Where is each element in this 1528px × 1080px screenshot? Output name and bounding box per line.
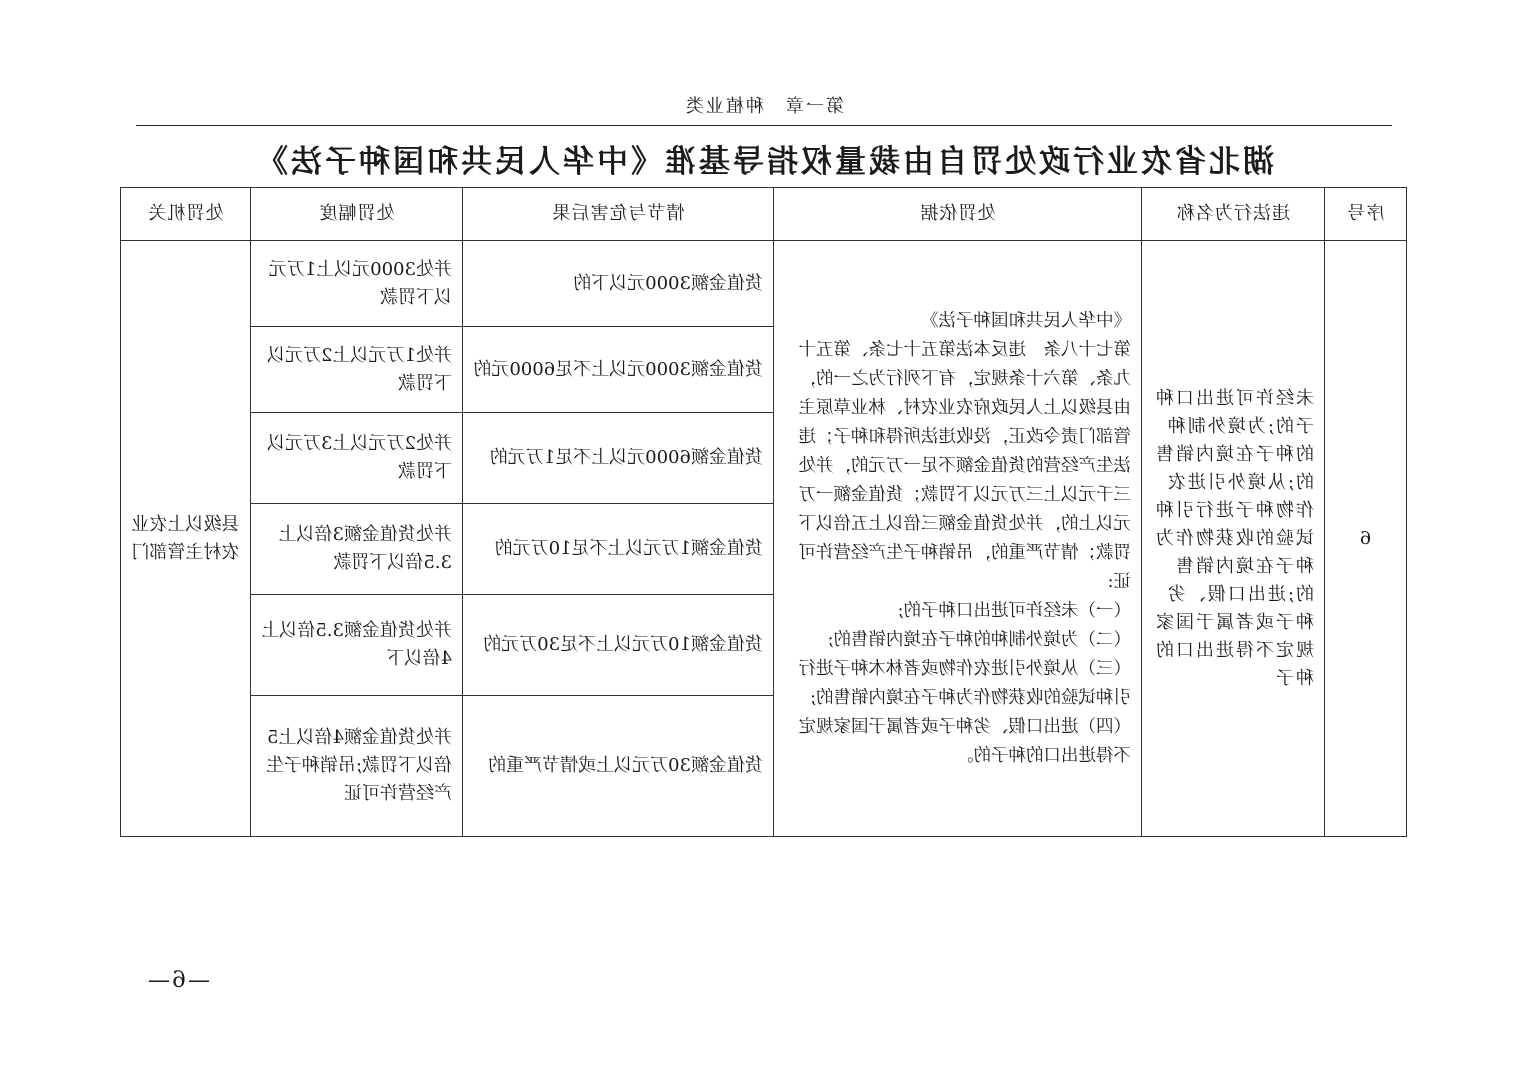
document-title: 湖北省农业行政处罚自由裁量权指导基准《中华人民共和国种子法》: [254, 144, 1274, 180]
cell-violation-name: 未经许可进出口种子的;为境外制种的种子在境内销售的;从境外引进农作物种子进行引种试验的收获物作为种子在境内销售的;进出口假、劣种子或者属于国家规定不得进出口的种子: [1142, 241, 1325, 837]
header-divider: [136, 125, 1392, 126]
col-header-basis: 处罚依据: [774, 188, 1142, 241]
cell-authority: 县级以上农业农村主管部门: [121, 241, 251, 837]
cell-row-no: 6: [1325, 241, 1407, 837]
cell-circumstance: 货值金额10万元以上不足30万元的: [463, 595, 774, 696]
col-header-circumstance: 情节与危害后果: [463, 188, 774, 241]
cell-circumstance: 货值金额3000元以上不足6000元的: [463, 327, 774, 413]
cell-penalty-range: 并处货值金额3.5倍以上4倍以下: [251, 595, 463, 696]
col-header-no: 序号: [1325, 188, 1407, 241]
cell-circumstance: 货值金额6000元以上不足1万元的: [463, 413, 774, 504]
cell-circumstance: 货值金额30万元以上或情节严重的: [463, 696, 774, 837]
penalty-table: [120, 187, 1407, 837]
col-header-name: 违法行为名称: [1142, 188, 1325, 241]
table-header-row: [121, 188, 1407, 241]
cell-penalty-basis: [774, 241, 1142, 837]
cell-circumstance: 货值金额1万元以上不足10万元的: [463, 504, 774, 595]
col-header-authority: 处罚机关: [121, 188, 251, 241]
cell-penalty-range: 并处货值金额3倍以上3.5倍以下罚款: [251, 504, 463, 595]
cell-penalty-range: 并处3000元以上1万元以下罚款: [251, 241, 463, 327]
chapter-header: 第一章 种植业类: [684, 96, 844, 117]
cell-circumstance: 货值金额3000元以下的: [463, 241, 774, 327]
cell-penalty-range: 并处货值金额4倍以上5倍以下罚款;吊销种子生产经营许可证: [251, 696, 463, 837]
penalty-basis-text: 《中华人民共和国种子法》 第七十八条 违反本法第五十七条、第五十九条、第六十条规定，有下列行为之一的，由县级以上人民政府农业农村、林业草原主管部门责令改正，没收违法所得和种子；违法生产经营的货值金额不足一万元的，并处三千元以上三万元以下罚款；货值金额一万元以上的，并处货值金额三倍以上五倍以下罚款；情节严重的，吊销种子生产经营许可证: （一）未经许可进出口种子的; （二）为境外制种的种子在境内销售的; （三）从境外引进农作物或者林木种子进行引种试验的收获物作为种子在境内销售的; （四）进出口假、劣种子或者属于国家规定不得进出口的种子的。: [798, 310, 1131, 766]
cell-penalty-range: 并处1万元以上2万元以下罚款: [251, 327, 463, 413]
col-header-range: 处罚幅度: [251, 188, 463, 241]
page-number: —6—: [146, 968, 210, 993]
cell-penalty-range: 并处2万元以上3万元以下罚款: [251, 413, 463, 504]
table-row: [121, 241, 1407, 327]
